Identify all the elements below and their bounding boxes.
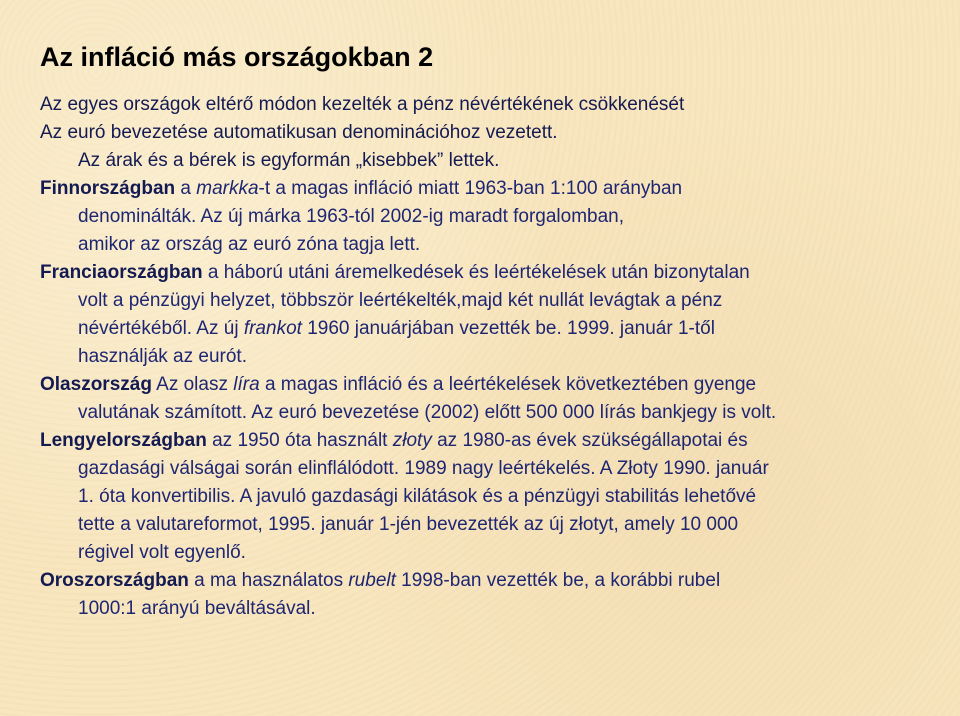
slide-body bbox=[40, 91, 920, 623]
finland-line-1 bbox=[40, 175, 920, 203]
france-line-1 bbox=[40, 259, 920, 287]
italy-line-1 bbox=[40, 371, 920, 399]
finland-paragraph bbox=[40, 175, 920, 259]
france-text-3a: névértékéből. Az új bbox=[78, 318, 244, 339]
country-russia: Oroszországban bbox=[40, 570, 189, 591]
italy-paragraph bbox=[40, 371, 920, 427]
italy-line-2: valutának számított. Az euró bevezetése (2002) előtt 500 000 lírás bankjegy is volt. bbox=[78, 402, 777, 423]
intro-paragraph bbox=[40, 91, 920, 175]
russia-line-1 bbox=[40, 567, 920, 595]
currency-markka: markka bbox=[196, 178, 259, 199]
poland-line-4: tette a valutareformot, 1995. január 1-jén bevezették az új złotyt, amely 10 000 bbox=[78, 514, 739, 535]
finland-line-3: amikor az ország az euró zóna tagja lett. bbox=[78, 234, 421, 255]
france-line-4: használják az eurót. bbox=[78, 346, 247, 367]
poland-paragraph bbox=[40, 427, 920, 567]
russia-text-a: a ma használatos bbox=[188, 570, 349, 591]
russia-paragraph bbox=[40, 567, 920, 623]
finland-text-a: a bbox=[175, 178, 197, 199]
currency-frank: frankot bbox=[243, 318, 302, 339]
finland-line-2: denominálták. Az új márka 1963-tól 2002-ig maradt forgalomban, bbox=[78, 206, 625, 227]
intro-line-1: Az egyes országok eltérő módon kezelték a pénz névértékének csökkenését bbox=[40, 94, 685, 115]
poland-text-b: az 1980-as évek szükségállapotai és bbox=[431, 430, 748, 451]
slide-title: Az infláció más országokban 2 bbox=[40, 42, 434, 72]
finland-text-b: -t a magas infláció miatt 1963-ban 1:100 arányban bbox=[258, 178, 683, 199]
france-text-1: a háború utáni áremelkedések és leértékelések után bizonytalan bbox=[202, 262, 750, 283]
poland-line-1 bbox=[40, 427, 920, 455]
intro-line-2: Az euró bevezetése automatikusan denominációhoz vezetett. bbox=[40, 122, 558, 143]
russia-line-2: 1000:1 arányú beváltásával. bbox=[78, 598, 316, 619]
currency-rubel: rubelt bbox=[348, 570, 396, 591]
france-text-3b: 1960 januárjában vezették be. 1999. január 1-től bbox=[301, 318, 715, 339]
italy-text-b: a magas infláció és a leértékelések következtében gyenge bbox=[259, 374, 757, 395]
france-paragraph bbox=[40, 259, 920, 371]
poland-text-a: az 1950 óta használt bbox=[206, 430, 393, 451]
currency-lira: líra bbox=[233, 374, 260, 395]
country-france: Franciaországban bbox=[40, 262, 203, 283]
intro-line-3: Az árak és a bérek is egyformán „kisebbek” lettek. bbox=[78, 150, 500, 171]
italy-text-a: Az olasz bbox=[151, 374, 234, 395]
poland-line-3: 1. óta konvertibilis. A javuló gazdasági kilátások és a pénzügyi stabilitás lehetővé bbox=[78, 486, 757, 507]
france-line-2: volt a pénzügyi helyzet, többször leértékelték,majd két nullát levágtak a pénz bbox=[78, 290, 723, 311]
poland-line-5: régivel volt egyenlő. bbox=[78, 542, 246, 563]
france-line-3 bbox=[40, 315, 920, 343]
russia-text-b: 1998-ban vezették be, a korábbi rubel bbox=[395, 570, 721, 591]
country-italy: Olaszország bbox=[40, 374, 152, 395]
currency-zloty: złoty bbox=[392, 430, 432, 451]
poland-line-2: gazdasági válságai során elinflálódott. 1989 nagy leértékelés. A Złoty 1990. január bbox=[78, 458, 769, 479]
country-finland: Finnországban bbox=[40, 178, 176, 199]
country-poland: Lengyelországban bbox=[40, 430, 207, 451]
